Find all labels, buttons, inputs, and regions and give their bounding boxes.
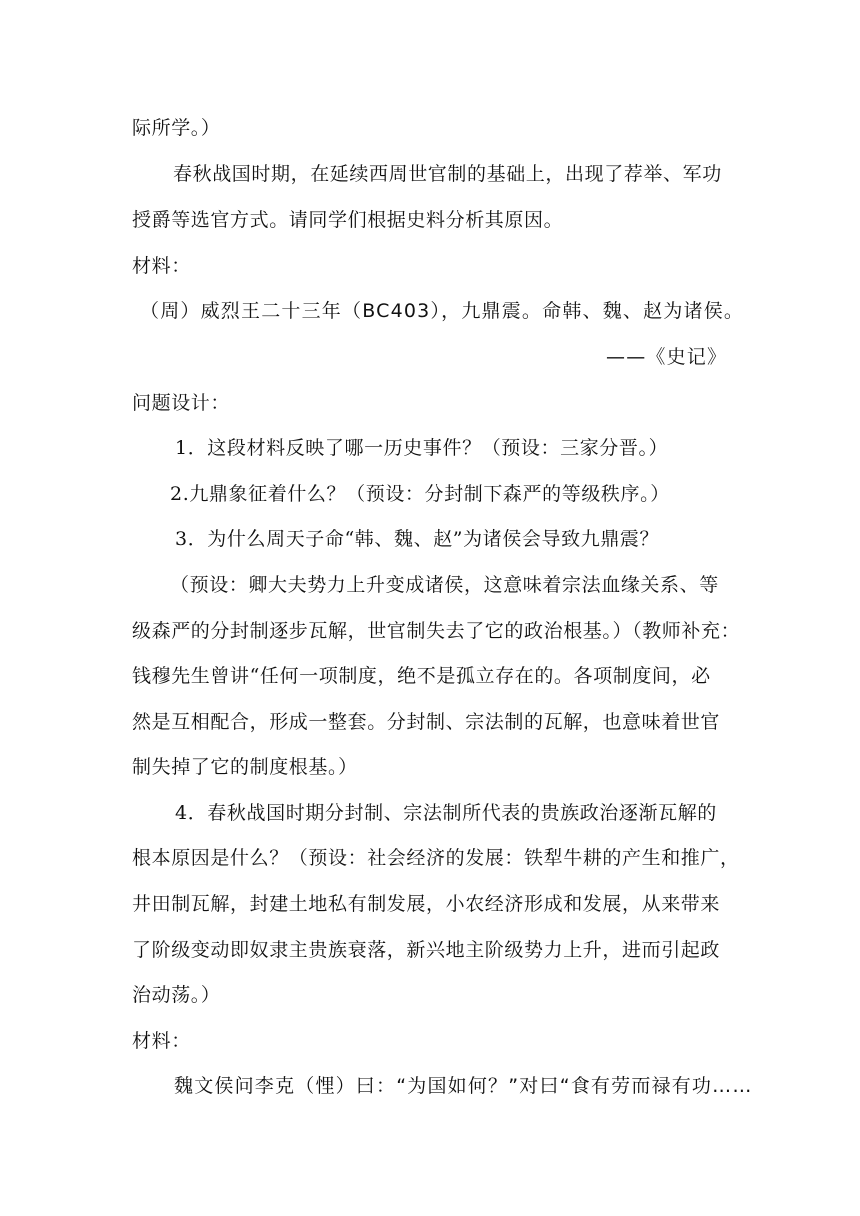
paragraph-line: 根本原因是什么？（预设：社会经济的发展：铁犁牛耕的产生和推广，	[132, 847, 740, 869]
paragraph-line: 然是互相配合，形成一整套。分封制、宗法制的瓦解，也意味着世官	[132, 711, 721, 733]
paragraph-line: 制失掉了它的制度根基。）	[132, 756, 358, 778]
paragraph-line: 际所学。）	[132, 117, 221, 139]
paragraph-line: 钱穆先生曾讲“任何一项制度，绝不是孤立存在的。各项制度间，必	[132, 665, 711, 687]
paragraph-line: 了阶级变动即奴隶主贵族衰落，新兴地主阶级势力上升，进而引起政	[132, 939, 721, 961]
question-line: 2.九鼎象征着什么？（预设：分封制下森严的等级秩序。）	[170, 483, 670, 505]
paragraph-line: 井田制瓦解，封建土地私有制发展，小农经济形成和发展，从来带来	[132, 893, 721, 915]
material-label: 材料：	[132, 255, 191, 277]
material-label: 材料：	[132, 1030, 191, 1052]
question-line: 1．这段材料反映了哪一历史事件？（预设：三家分晋。）	[175, 437, 669, 459]
paragraph-line: 春秋战国时期，在延续西周世官制的基础上，出现了荐举、军功	[173, 163, 722, 185]
paragraph-line: （预设：卿大夫势力上升变成诸侯，这意味着宗法血缘关系、等	[170, 574, 719, 596]
question-line: 4．春秋战国时期分封制、宗法制所代表的贵族政治逐渐瓦解的	[175, 802, 717, 824]
section-heading: 问题设计：	[132, 392, 231, 414]
paragraph-line: 治动荡。）	[132, 984, 221, 1006]
quote-text: （周）威烈王二十三年（BC403），九鼎震。命韩、魏、赵为诸侯。	[140, 300, 745, 322]
paragraph-line: 授爵等选官方式。请同学们根据史料分析其原因。	[132, 209, 564, 231]
paragraph-line: 级森严的分封制逐步瓦解，世官制失去了它的政治根基。）（教师补充：	[132, 620, 741, 642]
quote-text: 魏文侯问李克（悝）曰：“为国如何？”对曰“食有劳而禄有功……	[174, 1075, 753, 1097]
quote-source: ——《史记》	[606, 346, 728, 368]
question-line: 3．为什么周天子命“韩、魏、赵”为诸侯会导致九鼎震？	[175, 528, 660, 550]
